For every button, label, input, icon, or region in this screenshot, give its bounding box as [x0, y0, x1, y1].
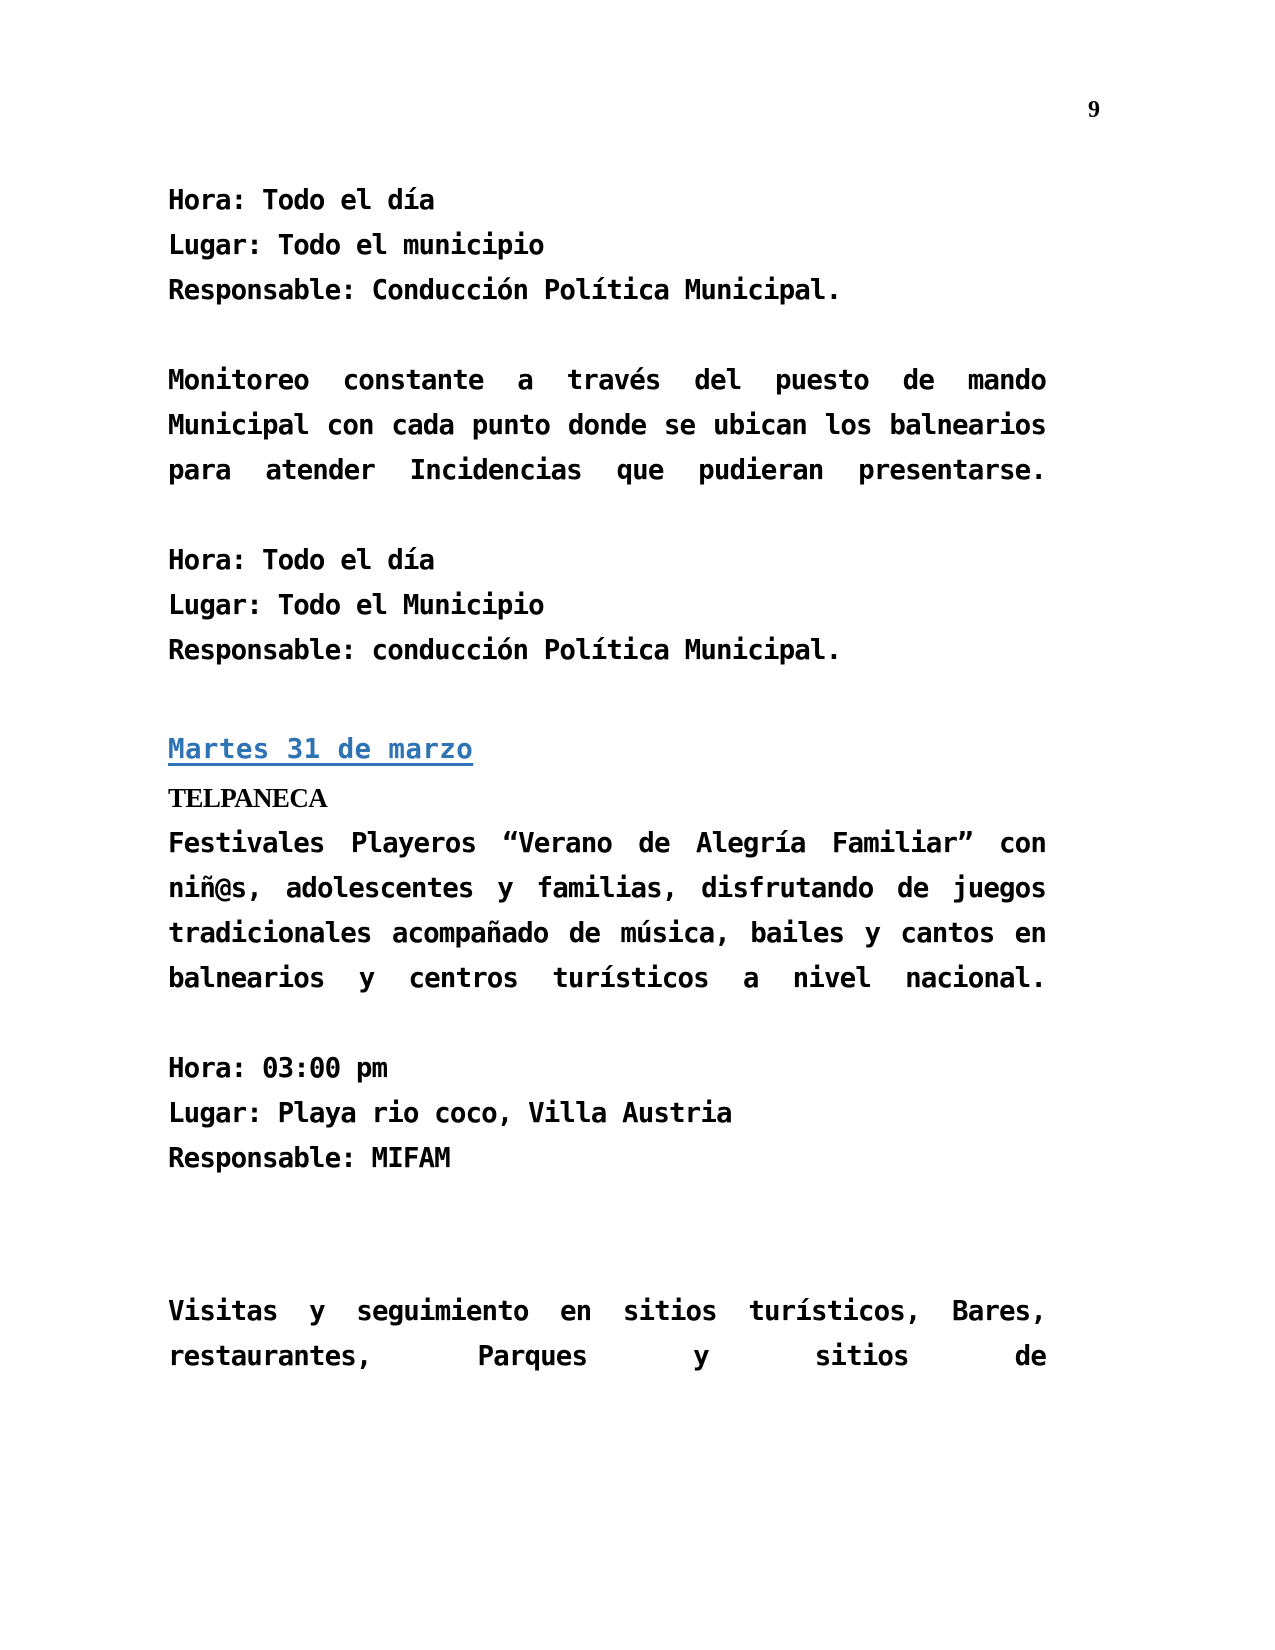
activity-block-3 [168, 727, 1062, 1181]
activity-block-2 [168, 358, 1062, 673]
municipality-name: TELPANECA [168, 783, 328, 813]
block1-hora: Hora: Todo el día [168, 184, 435, 216]
page-number: 9 [1088, 97, 1100, 123]
block3-description: Festivales Playeros “Verano de Alegría Familiar” con niñ@s, adolescentes y familias, disfrutando de juegos tradicionales acompañado de música, bailes y cantos en balnearios y centros turísticos a nivel nacional. [168, 827, 1062, 994]
block1-lugar: Lugar: Todo el municipio [168, 229, 544, 261]
spacer [168, 673, 1046, 727]
block3-responsable: Responsable: MIFAM [168, 1142, 450, 1174]
activity-block-4 [168, 1289, 1062, 1424]
block3-hora: Hora: 03:00 pm [168, 1052, 388, 1084]
block1-responsable: Responsable: Conducción Política Municipal. [168, 274, 842, 306]
block4-description: Visitas y seguimiento en sitios turísticos, Bares, restaurantes, Parques y sitios de [168, 1295, 1062, 1372]
spacer [168, 1181, 1046, 1289]
date-heading-row [168, 727, 1046, 776]
block2-hora: Hora: Todo el día [168, 544, 435, 576]
block3-lugar: Lugar: Playa rio coco, Villa Austria [168, 1097, 732, 1129]
date-heading-martes-31-de-marzo: Martes 31 de marzo [168, 733, 474, 765]
block2-description: Monitoreo constante a través del puesto de mando Municipal con cada punto donde se ubican los balnearios para atender Incidencias que pudieran presentarse. [168, 364, 1062, 486]
page-content [168, 178, 1062, 1424]
block2-lugar: Lugar: Todo el Municipio [168, 589, 544, 621]
block2-responsable: Responsable: conducción Política Municipal. [168, 634, 842, 666]
activity-block-1 [168, 178, 1046, 313]
spacer [168, 313, 1046, 358]
